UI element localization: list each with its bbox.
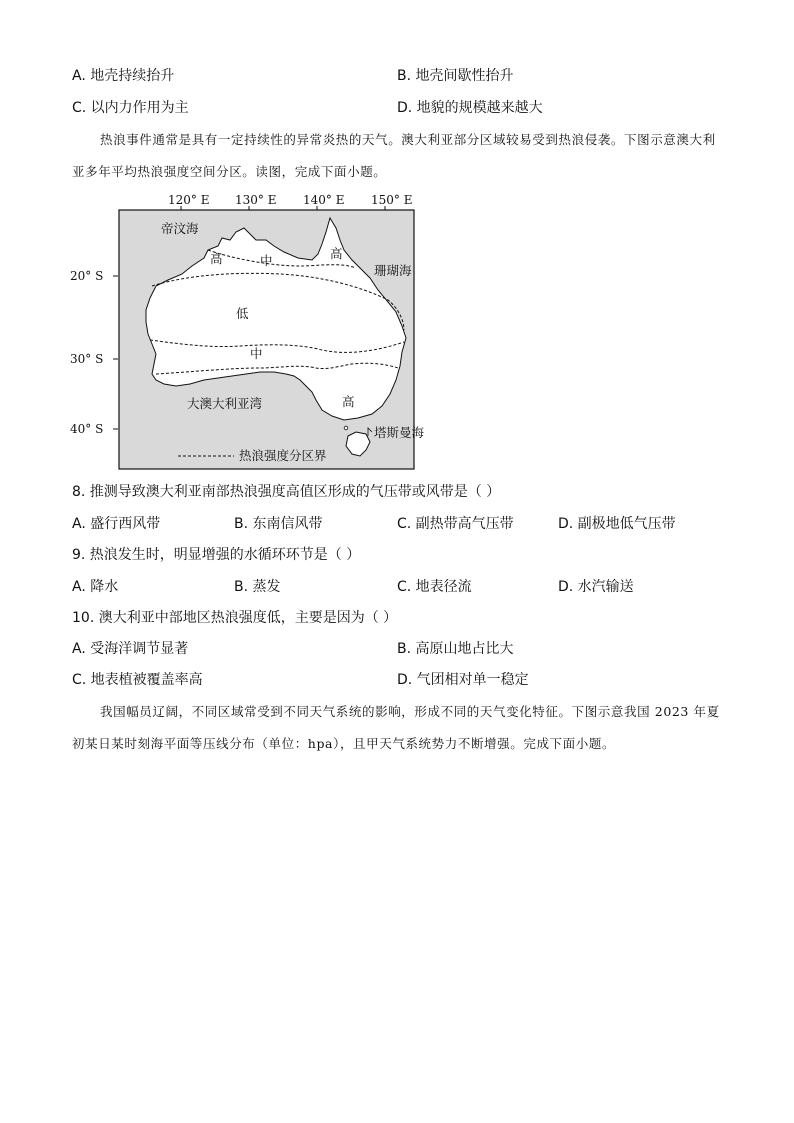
q8-stem: 8. 推测导致澳大利亚南部热浪强度高值区形成的气压带或风带是（ ） [72,484,501,500]
intro-paragraph-heatwave [72,124,722,188]
lat-label-40: 40° S [70,422,104,436]
top-ticks [181,206,385,210]
q9-option-d: D. 水汽输送 [558,579,634,595]
place-label-tasman-sea: 塔斯曼海 [374,425,425,440]
zone-label-high-nw: 高 [210,251,223,266]
lon-label-120: 120° E [168,193,210,207]
legend-label: 热浪强度分区界 [239,448,327,463]
q7-option-d: D. 地貌的规模越来越大 [397,100,543,116]
q7-option-b: B. 地壳间歇性抬升 [397,68,514,84]
q10-option-b: B. 高原山地占比大 [397,641,514,657]
q7-option-c: C. 以内力作用为主 [72,100,189,116]
left-ticks [113,276,118,429]
q8-option-d: D. 副极地低气压带 [558,516,676,532]
small-island [344,426,348,430]
q9-option-b: B. 蒸发 [234,579,281,595]
q8-option-a: A. 盛行西风带 [72,516,161,532]
intro-text: 热浪事件通常是具有一定持续性的异常炎热的天气。澳大利亚部分区域较易受到热浪侵袭。下图示意澳大利亚多年平均热浪强度空间分区。读图，完成下面小题。 [72,132,716,179]
intro-paragraph-china-weather [72,696,722,760]
zone-label-mid-north: 中 [260,253,273,268]
q10-option-d: D. 气团相对单一稳定 [397,672,529,688]
lon-label-140: 140° E [303,193,345,207]
q9-stem: 9. 热浪发生时，明显增强的水循环环节是（ ） [72,547,361,563]
q10-stem: 10. 澳大利亚中部地区热浪强度低，主要是因为（ ） [72,610,398,626]
lat-label-20: 20° S [70,269,104,283]
lon-label-150: 150° E [371,193,413,207]
q10-option-a: A. 受海洋调节显著 [72,641,189,657]
lat-label-30: 30° S [70,352,104,366]
place-label-timor-sea: 帝汶海 [161,221,199,236]
zone-label-mid-south: 中 [250,346,263,361]
zone-label-high-se: 高 [342,394,355,409]
q9-option-c: C. 地表径流 [397,579,472,595]
lon-label-130: 130° E [235,193,277,207]
intro-text-2: 我国幅员辽阔，不同区域常受到不同天气系统的影响，形成不同的天气变化特征。下图示意我国 2023 年夏初某日某时刻海平面等压线分布（单位：hpa），且甲天气系统势力不断增强。完成下面小题。 [72,704,720,751]
q7-option-a: A. 地壳持续抬升 [72,68,175,84]
zone-label-low-center: 低 [236,306,249,321]
q8-option-b: B. 东南信风带 [234,516,323,532]
q9-option-a: A. 降水 [72,579,119,595]
q8-option-c: C. 副热带高气压带 [397,516,514,532]
q10-option-c: C. 地表植被覆盖率高 [72,672,203,688]
place-label-great-australian-bight: 大澳大利亚湾 [187,396,263,411]
australia-heatwave-map [60,188,440,478]
place-label-coral-sea: 珊瑚海 [374,263,412,278]
zone-label-high-ne: 高 [330,246,343,261]
